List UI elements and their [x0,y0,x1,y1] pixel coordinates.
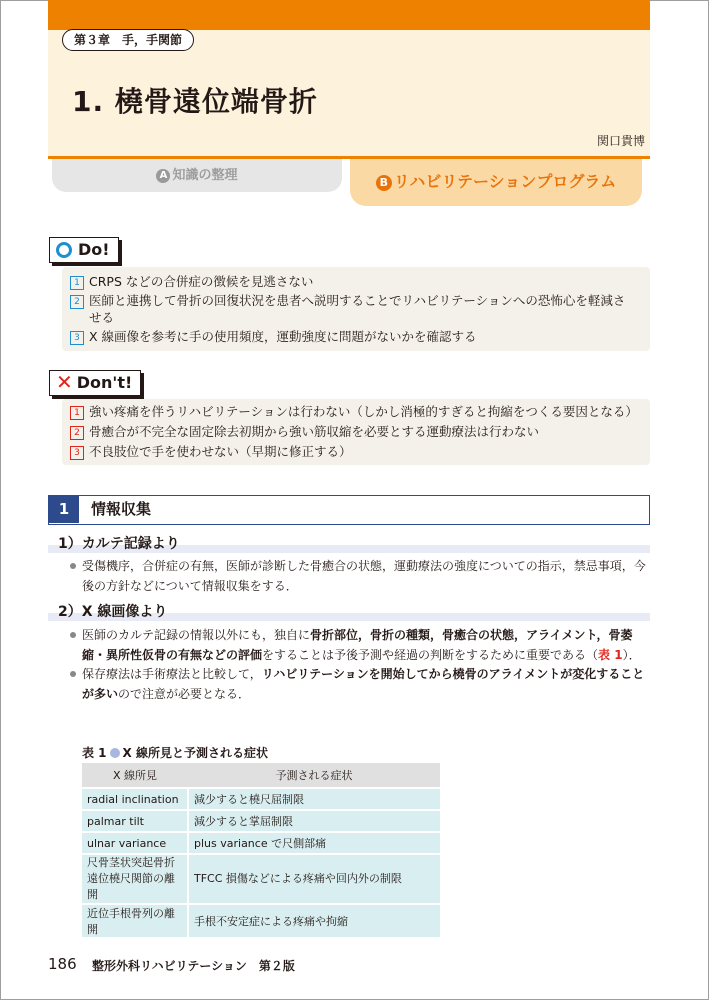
table-header: 予測される症状 [188,763,440,788]
tab-rehab-program [350,159,642,206]
do-box [62,267,650,351]
number-icon: 2 [70,426,84,440]
cross-icon: ✕ [56,370,73,394]
number-icon: 1 [70,276,84,290]
do-item: 3 X 線画像を参考に手の使用頻度，運動強度に問題がないかを確認する [70,328,640,345]
do-label: Do! [78,240,110,259]
findings-table [82,763,440,939]
table-row: 尺骨茎状突起骨折 遠位橈尺関節の離開 TFCC 損傷などによる疼痛や回内外の制限 [82,854,440,904]
table-row: ulnar variance plus variance で尺側部痛 [82,832,440,854]
table-row: radial inclination 減少すると橈尺屈制限 [82,788,440,810]
number-icon: 3 [70,331,84,345]
dont-item: 2 骨癒合が不完全な固定除去初期から強い筋収縮を必要とする運動療法は行わない [70,423,640,440]
tab-a-label: 知識の整理 [172,168,238,183]
do-item: 2 医師と連携して骨折の回復状況を患者へ説明することでリハビリテーションへの恐怖心を軽減させる [70,292,640,326]
number-icon: 3 [70,446,84,460]
chapter-label: 第３章 手，手関節 [62,29,194,51]
dont-badge [49,370,141,396]
number-icon: 2 [70,295,84,309]
paragraph-xray-2: 保存療法は手術療法と比較して，リハビリテーションを開始してから橈骨のアライメントが変化することが多いので注意が必要となる． [82,664,650,704]
tab-a-mark: A [156,169,170,183]
page-title: 1. 橈骨遠位端骨折 [72,85,318,118]
bullet-icon [70,671,76,677]
paragraph-karte: 受傷機序，合併症の有無，医師が診断した骨癒合の状態，運動療法の強度についての指示，禁忌事項，今後の方針などについて情報収集をする． [82,556,650,596]
table-caption: 表 1 X 線所見と予測される症状 [82,746,268,760]
author: 関口貴博 [596,134,645,148]
tab-b-mark: B [376,175,392,191]
section-title: 情報収集 [91,500,152,518]
do-item: 1 CRPS などの合併症の徴候を見逃さない [70,273,640,290]
bullet-icon [70,563,76,569]
section-heading [48,495,650,525]
tab-b-label: リハビリテーションプログラム [393,172,617,191]
table-row: 近位手根骨列の離開 手根不安定症による疼痛や拘縮 [82,904,440,938]
subheading-karte: 1）カルテ記録より [58,536,180,552]
bullet-icon [70,632,76,638]
dont-label: Don't! [76,373,133,392]
book-title: 整形外科リハビリテーション 第２版 [92,959,295,973]
number-icon: 1 [70,406,84,420]
dont-item: 3 不良肢位で手を使わせない（早期に修正する） [70,443,640,460]
page-number: 186 [48,955,77,973]
header-bar [48,0,650,30]
dot-icon [110,748,120,758]
subheading-xray: 2）X 線画像より [58,604,168,620]
dont-item: 1 強い疼痛を伴うリハビリテーションは行わない（しかし消極的すぎると拘縮をつくる要因となる） [70,403,640,420]
paragraph-xray-1: 医師のカルテ記録の情報以外にも，独自に骨折部位，骨折の種類，骨癒合の状態，アライメント，骨萎縮・異所性仮骨の有無などの評価をすることは予後予測や経過の判断をするために重要である（表 1）． [82,625,650,665]
do-badge [49,237,119,263]
circle-icon [56,242,72,258]
tab-knowledge [52,159,342,192]
table-row: palmar tilt 減少すると掌屈制限 [82,810,440,832]
dont-box [62,399,650,465]
table-header: X 線所見 [82,763,188,788]
section-number: 1 [49,496,79,523]
